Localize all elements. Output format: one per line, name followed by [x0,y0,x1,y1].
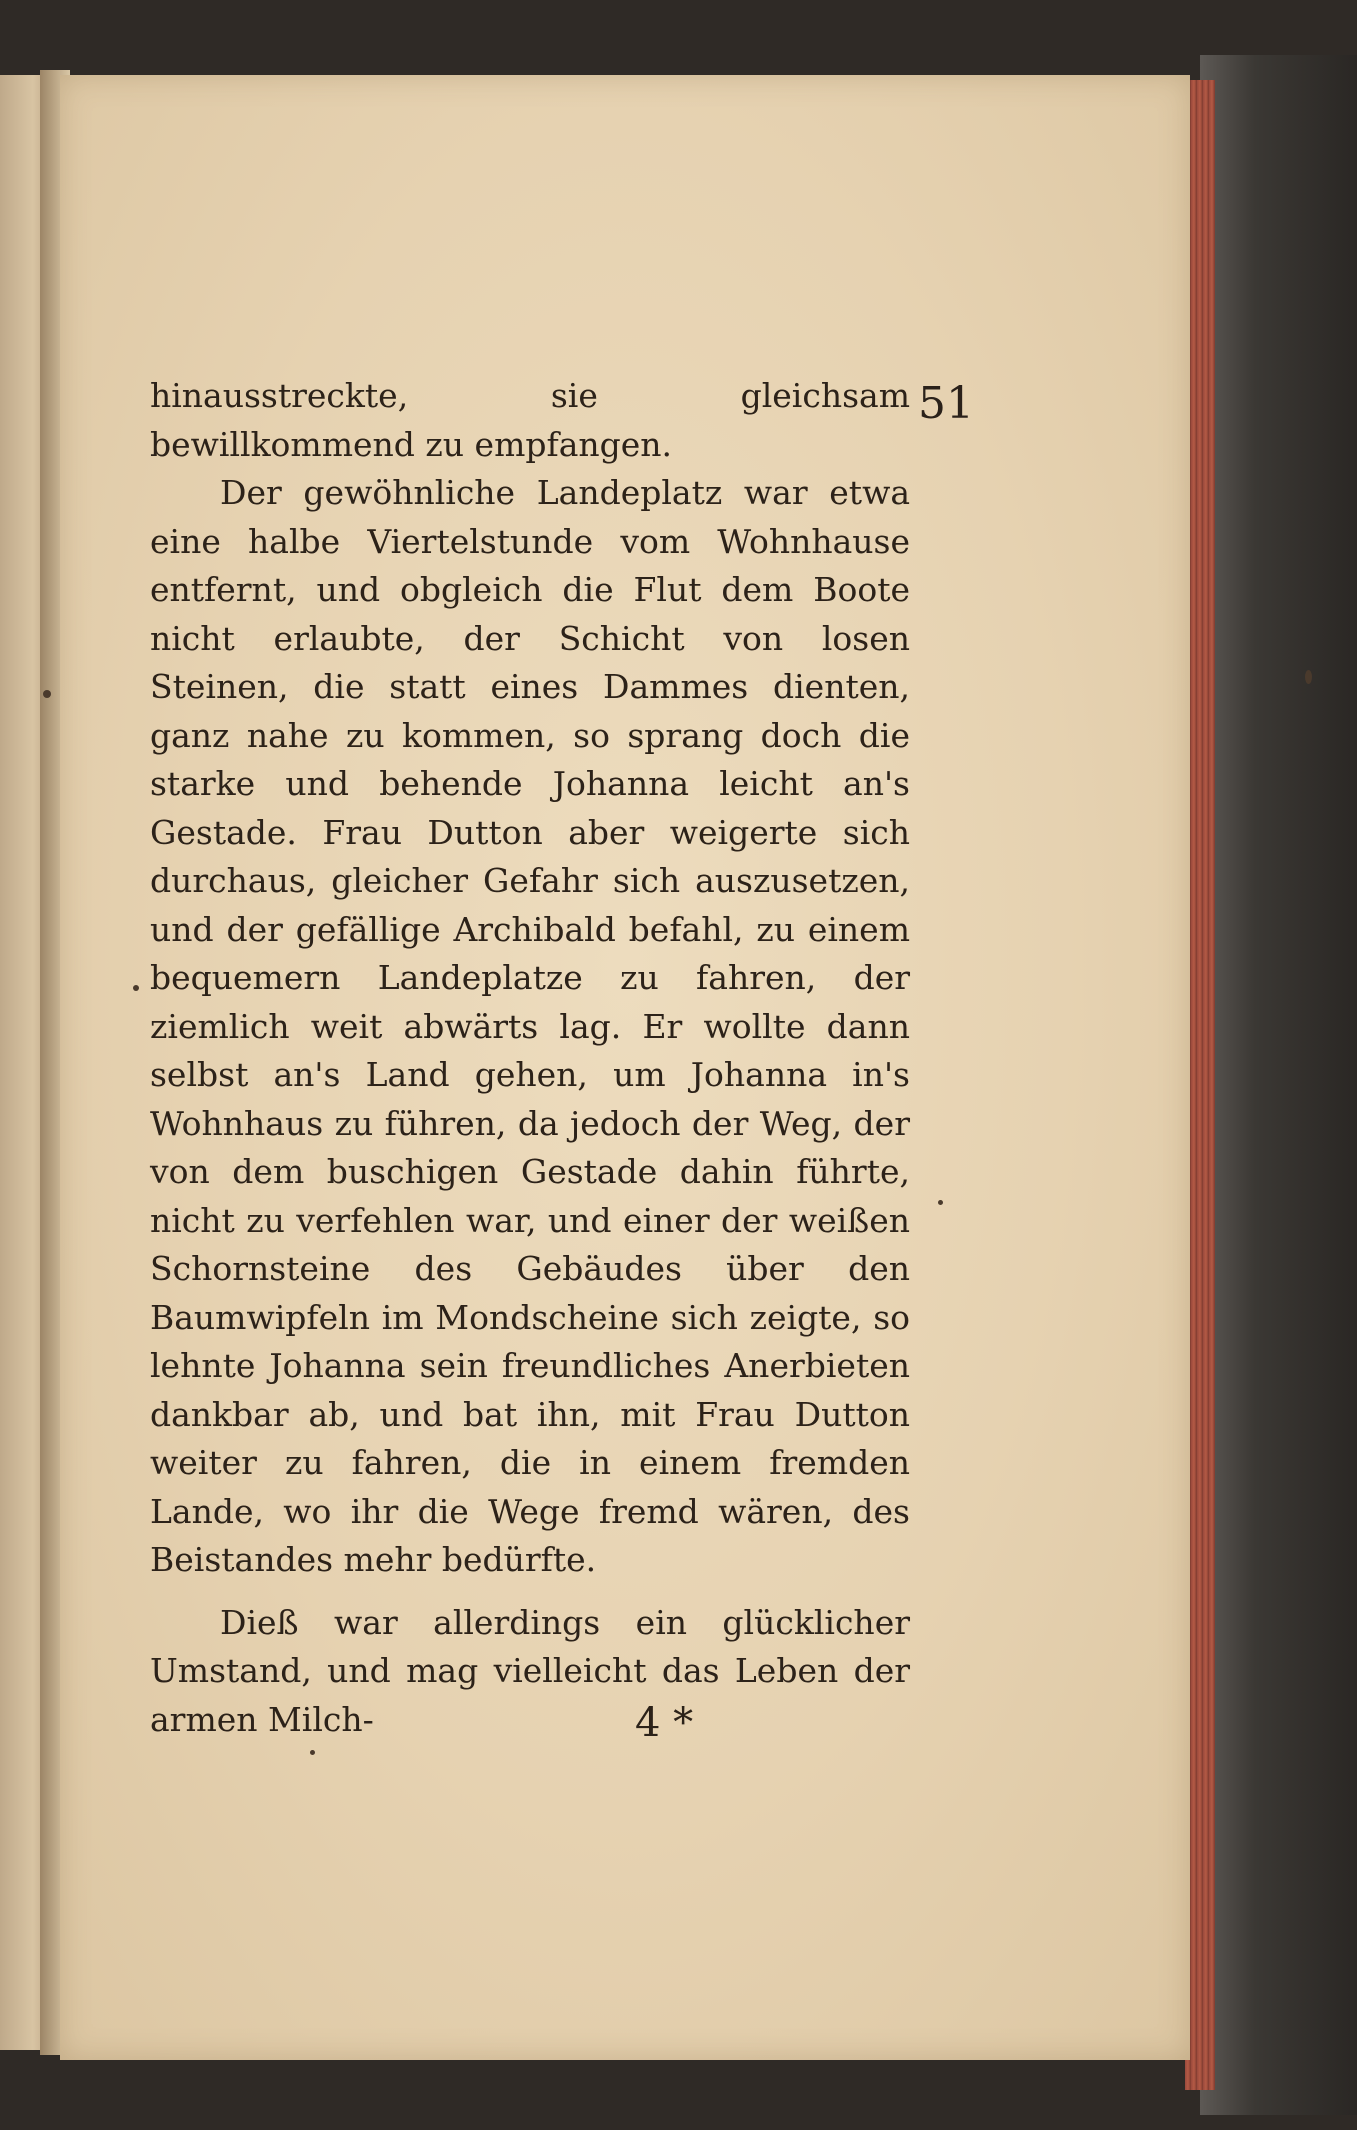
paragraph-1: hinausstreckte, sie gleichsam bewillkommend zu empfangen. [150,376,910,464]
book-cover-edge [1200,55,1357,2115]
paragraph-3: Dieß war allerdings ein glücklicher Umstand, und mag vielleicht das Leben der armen Milch- [150,1602,910,1739]
page-number: 51 [918,378,974,429]
signature-mark: 4 * [635,1700,694,1746]
paragraph-2: Der gewöhnliche Landeplatz war etwa eine halbe Viertelstunde vom Wohnhause entfernt, und obgleich die Flut dem Boote nicht erlaubte, der Schicht von losen Steinen, die statt eines Dammes dienten, ganz nahe zu kommen, so sprang doch die starke und behende Johanna leicht an's Gestade. Frau Dutton aber weigerte sich durchaus, gleicher Gefahr sich auszusetzen, und der gefällige Archibald befahl, zu einem bequemern Landeplatze zu fahren, der ziemlich weit abwärts lag. Er wollte dann selbst an's Land gehen, um Johanna in's Wohnhaus zu führen, da jedoch der Weg, der von dem buschigen Gestade dahin führte, nicht zu verfehlen war, und einer der weißen Schornsteine des Gebäudes über den Baumwipfeln im Mondscheine sich zeigte, so lehnte Johanna sein freundliches Anerbieten dankbar ab, und bat ihn, mit Frau Dutton weiter zu fahren, die in einem fremden Lande, wo ihr die Wege fremd wären, des Beistandes mehr bedürfte. [150,473,910,1579]
page-text [150,372,910,1744]
